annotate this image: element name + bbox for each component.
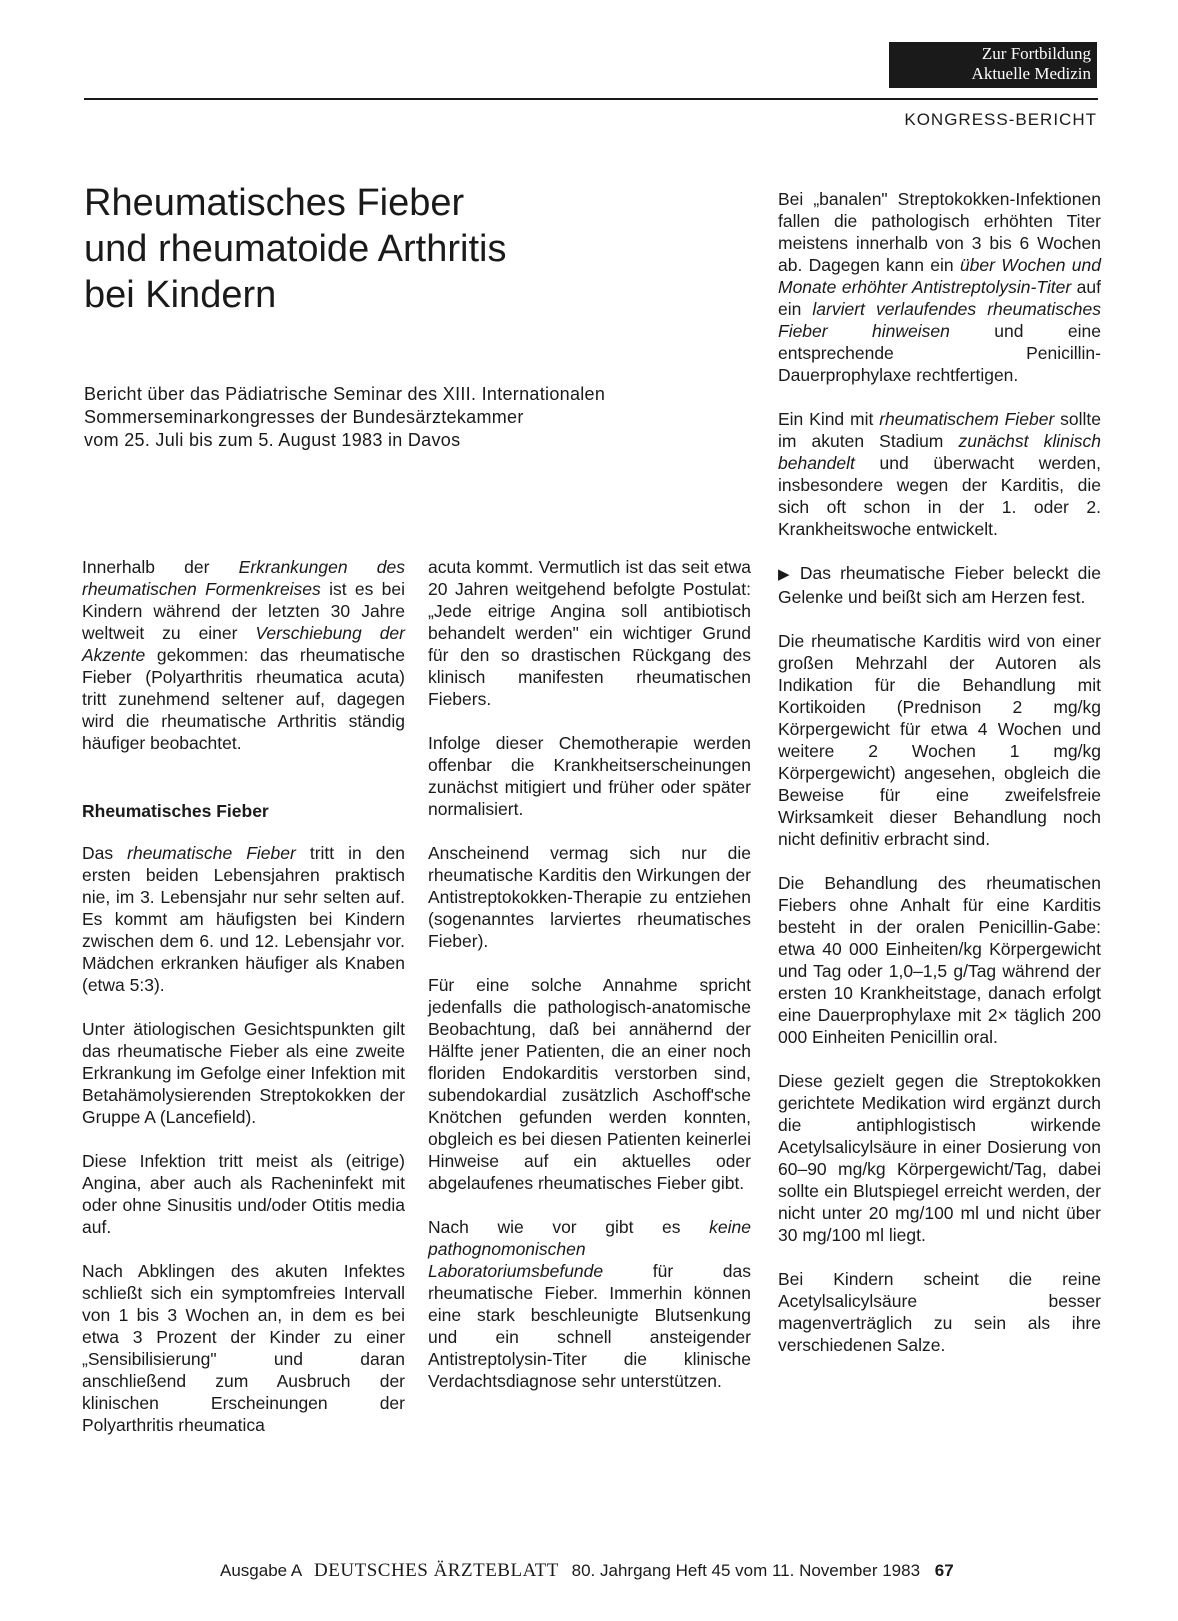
paragraph: Anscheinend vermag sich nur die rheumatische Karditis den Wirkungen der Antistreptokokken-Therapie zu entziehen (sogenanntes larviertes rheumatisches Fieber). [428,843,751,951]
header-rule [84,98,1098,100]
paragraph [82,556,405,754]
text: Das rheumatische Fieber beleckt die Gelenke und beißt sich am Herzen fest. [778,563,1101,607]
paragraph: Die Behandlung des rheumatischen Fiebers ohne Anhalt für eine Karditis besteht in der oralen Penicillin-Gabe: etwa 40 000 Einheiten/kg Körpergewicht und Tag oder 1,0–1,5 g/Tag während der ersten 10 Krankheitstage, danach erfolgt eine Dauerprophylaxe mit 2× täglich 200 000 Einheiten Penicillin oral. [778,873,1101,1047]
emphasis: Verschiebung der Akzente [82,623,405,665]
section-label: KONGRESS-BERICHT [904,110,1097,129]
footer-issue: 80. Jahrgang Heft 45 vom 11. November 1983 [571,1561,921,1580]
text: und überwacht werden, insbesondere wegen der Karditis, die sich oft schon in der 1. oder 2. Krankheitswoche entwickelt. [778,453,1101,539]
paragraph: acuta kommt. Vermutlich ist das seit etwa 20 Jahren weitgehend befolgte Postulat: „Jede eitrige Angina soll antibiotisch behandelt werden" ein wichtiger Grund für den so drastischen Rückgang des klinisch manifesten rheumatischen Fiebers. [428,557,751,709]
subtitle-line-2: Sommerseminarkongresses der Bundesärztekammer [84,407,524,427]
paragraph [778,188,1101,386]
paragraph: Bei Kindern scheint die reine Acetylsalicylsäure besser magenverträglich zu sein als ihre verschiedenen Salze. [778,1269,1101,1355]
column-3 [778,188,1101,1378]
article-subtitle [84,383,724,452]
text: Innerhalb der [82,557,239,577]
text: Nach wie vor gibt es [428,1217,710,1237]
title-line-3: bei Kindern [84,274,277,316]
emphasis: rheumatische Fieber [127,843,296,863]
emphasis: Erkrankungen des rheumatischen Formenkreises [82,557,405,599]
column-1 [82,556,405,1458]
emphasis: zunächst klinisch behandelt [778,431,1101,473]
section-heading: Rheumatisches Fieber [82,801,269,821]
text: tritt in den ersten beiden Lebensjahren praktisch nie, im 3. Lebensjahr nur sehr selten auf. Es kommt am häufigsten bei Kindern zwischen dem 6. und 12. Lebensjahr vor. Mädchen erkranken häufiger als Knaben (etwa 5:3). [82,843,405,995]
paragraph [82,842,405,996]
rubric-line-2: Aktuelle Medizin [971,64,1091,83]
triangle-bullet-icon: ▶ [778,566,794,583]
text: Ein Kind mit [778,409,880,429]
text: gekommen: das rheumatische Fieber (Polyarthritis rheumatica acuta) tritt zunehmend seltener auf, dagegen wird die rheumatische Arthritis ständig häufiger beobachtet. [82,645,405,753]
subtitle-line-1: Bericht über das Pädiatrische Seminar des XIII. Internationalen [84,384,606,404]
text: für das rheumatische Fieber. Immerhin können eine stark beschleunigte Blutsenkung und ein schnell ansteigender Antistreptolysin-Titer die klinische Verdachtsdiagnose sehr unterstützen. [428,1261,751,1391]
column-2 [428,556,751,1414]
text: und eine entsprechende Penicillin-Dauerprophylaxe rechtfertigen. [778,321,1101,385]
title-line-2: und rheumatoide Arthritis [84,228,507,270]
paragraph: Infolge dieser Chemotherapie werden offenbar die Krankheitserscheinungen zunächst mitigiert und früher oder später normalisiert. [428,733,751,819]
footer-edition: Ausgabe A [220,1561,302,1580]
paragraph [428,1216,751,1392]
page-number: 67 [934,1561,954,1580]
paragraph: Diese gezielt gegen die Streptokokken gerichtete Medikation wird ergänzt durch die antiphlogistisch wirkende Acetylsalicylsäure in einer Dosierung von 60–90 mg/kg Körpergewicht/Tag, dabei sollte ein Blutspiegel erreicht werden, der nicht unter 20 mg/100 ml und nicht über 30 mg/100 ml liegt. [778,1071,1101,1245]
text: Das [82,843,128,863]
rubric-badge [889,42,1097,88]
paragraph [778,408,1101,540]
title-line-1: Rheumatisches Fieber [84,182,465,224]
page-footer [220,1559,1100,1583]
emphasis: larviert verlaufendes rheumatisches Fieber hinweisen [778,299,1102,341]
paragraph: Unter ätiologischen Gesichtspunkten gilt das rheumatische Fieber als eine zweite Erkrankung im Gefolge einer Infektion mit Betahämolysierenden Streptokokken der Gruppe A (Lancefield). [82,1019,405,1127]
article-title [84,180,704,318]
subtitle-line-3: vom 25. Juli bis zum 5. August 1983 in Davos [84,430,461,450]
emphasis: rheumatischem Fieber [879,409,1055,429]
paragraph: Diese Infektion tritt meist als (eitrige) Angina, aber auch als Racheninfekt mit oder ohne Sinusitis und/oder Otitis media auf. [82,1151,405,1237]
text: sollte im akuten Stadium [778,409,1101,451]
text: Bei „banalen" Streptokokken-Infektionen fallen die pathologisch erhöhten Titer meistens innerhalb von 3 bis 6 Wochen ab. Dagegen kann ein [778,189,1101,275]
footer-journal: DEUTSCHES ÄRZTEBLATT [314,1560,559,1581]
paragraph: Nach Abklingen des akuten Infektes schließt sich ein symptomfreies Intervall von 1 bis 3 Wochen an, in dem es bei etwa 3 Prozent der Kinder zu einer „Sensibilisierung" und daran anschließend zum Ausbruch der klinischen Erscheinungen der Polyarthritis rheumatica [82,1261,405,1435]
text: ist es bei Kindern während der letzten 30 Jahre weltweit zu einer [82,579,405,643]
paragraph: Die rheumatische Karditis wird von einer großen Mehrzahl der Autoren als Indikation für die Behandlung mit Kortikoiden (Prednison 2 mg/kg Körpergewicht für etwa 4 Wochen und weitere 2 Wochen 1 mg/kg Körpergewicht) angesehen, obgleich die Beweise für eine zweifelsfreie Wirksamkeit dieser Behandlung noch nicht definitiv erbracht sind. [778,631,1101,849]
emphasis: keine pathognomonischen Laboratoriumsbefunde [428,1217,751,1281]
emphasis: über Wochen und Monate erhöhter Antistreptolysin-Titer [778,255,1101,297]
rubric-line-1: Zur Fortbildung [981,44,1091,63]
paragraph [778,562,1101,608]
text: auf ein [778,277,1101,319]
paragraph: Für eine solche Annahme spricht jedenfalls die pathologisch-anatomische Beobachtung, daß bei annähernd der Hälfte jener Patienten, die an einer noch floriden Endokarditis verstorben sind, subendokardial zusätzlich Aschoff'sche Knötchen gefunden werden konnten, obgleich es bei diesen Patienten keinerlei Hinweise auf ein aktuelles oder abgelaufenes rheumatisches Fieber gibt. [428,975,751,1193]
